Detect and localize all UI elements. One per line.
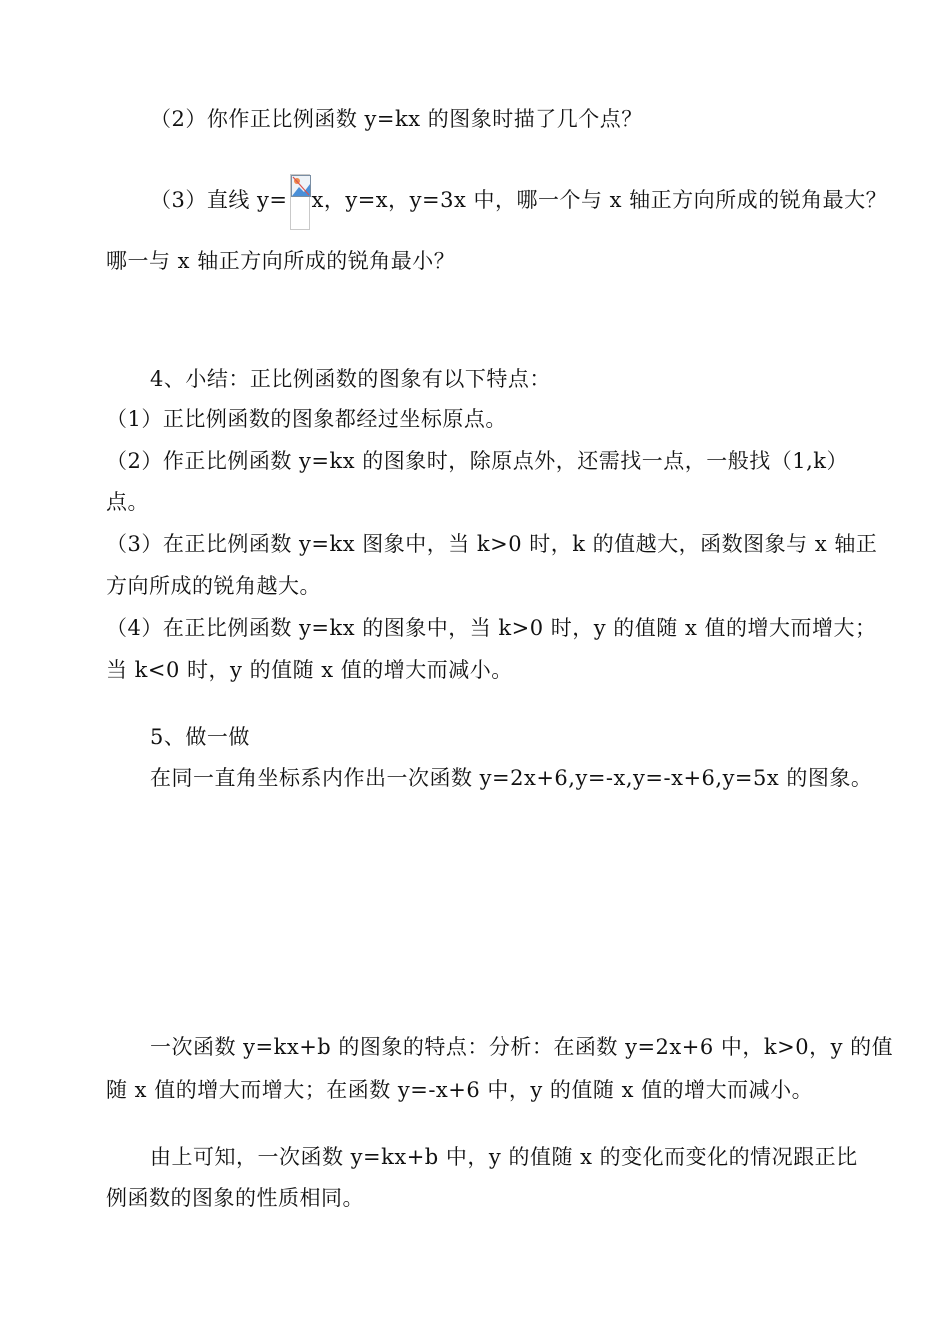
practice-title: 5、做一做 [150,725,250,749]
summary-item-2-cont: 点。 [106,490,149,514]
question-2: （2）你作正比例函数 y=kx 的图象时描了几个点？ [150,107,643,131]
analysis-paragraph: 一次函数 y=kx+b 的图象的特点：分析：在函数 y=2x+6 中，k>0，y 的值 [150,1035,894,1059]
analysis-paragraph-cont: 随 x 值的增大而增大；在函数 y=-x+6 中，y 的值随 x 值的增大而减小。 [106,1078,814,1102]
conclusion-paragraph: 由上可知，一次函数 y=kx+b 中，y 的值随 x 的变化而变化的情况跟正比 [150,1145,858,1169]
summary-item-3-cont: 方向所成的锐角越大。 [106,574,321,598]
conclusion-paragraph-cont: 例函数的图象的性质相同。 [106,1186,364,1210]
image-placeholder-icon [291,175,311,197]
practice-text: 在同一直角坐标系内作出一次函数 y=2x+6,y=-x,y=-x+6,y=5x 的图象。 [150,766,873,790]
summary-item-4-cont: 当 k<0 时，y 的值随 x 值的增大而减小。 [106,658,513,682]
summary-title: 4、小结：正比例函数的图象有以下特点： [150,367,551,391]
summary-item-2: （2）作正比例函数 y=kx 的图象时，除原点外，还需找一点，一般找（1,k） [106,449,848,473]
question-3 [150,172,887,230]
question-3-line-2: 哪一与 x 轴正方向所成的锐角最小？ [106,249,456,273]
question-3-suffix: x，y=x，y=3x 中，哪一个与 x 轴正方向所成的锐角最大？ [311,188,888,212]
summary-item-3: （3）在正比例函数 y=kx 图象中，当 k>0 时，k 的值越大，函数图象与 x 轴正 [106,532,878,556]
question-3-prefix: （3）直线 y= [150,188,288,212]
summary-item-1: （1）正比例函数的图象都经过坐标原点。 [106,407,507,431]
summary-item-4: （4）在正比例函数 y=kx 的图象中，当 k>0 时，y 的值随 x 值的增大而增大； [106,616,877,640]
broken-image-icon [290,174,310,230]
